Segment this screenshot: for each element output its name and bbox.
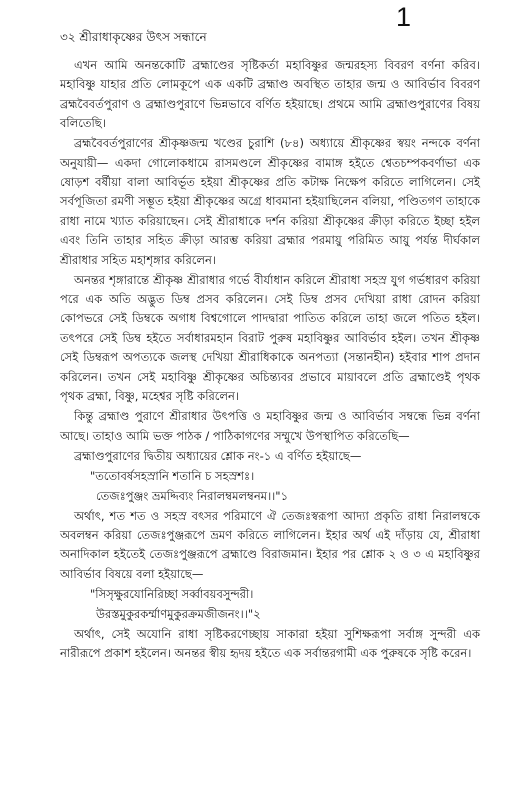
paragraph-brahmavaivarta: ব্রহ্মবৈবর্তপুরাণের শ্রীকৃষ্ণজন্ম খণ্ডের চুরাশি (৮৪) অধ্যায়ে শ্রীকৃষ্ণের স্বয়ং নন্দকে বর্ণনা অনুযায়ী— একদা গোলোকধামে রাসমণ্ডলে শ্রীকৃষ্ণের বামাঙ্গ হইতে শ্বেতচম্পকবর্ণাভা এক ষোড়শ বর্ষীয়া বালা আবির্ভূত হইয়া শ্রীকৃষ্ণের প্রতি কটাক্ষ নিক্ষেপ করিতে লাগিলেন। সেই সর্বপূজিতা রমণী সম্ভূত হইয়া শ্রীকৃষ্ণের অগ্রে ধাবমানা হইয়াছিলেন বলিয়া, পণ্ডিতগণ তাহাকে রাধা নামে খ্যাত করিয়াছেন। সেই শ্রীরাধাকে দর্শন করিয়া শ্রীকৃষ্ণের ক্রীড়া করিতে ইচ্ছা হইল এবং তিনি তাহার সহিত ক্রীড়া আরম্ভ করিয়া ব্রহ্মার পরমায়ু পরিমিত আয়ু পর্যন্ত দীর্ঘকাল শ্রীরাধার সহিত মহাশৃঙ্গার করিলেন। [60,136,480,267]
page-number: 1 [396,2,412,32]
sloka-1-line-2: তেজঃপুঞ্জং ভ্রমদ্দিব্যং নিরালম্বমলম্বনম।।"১ [96,488,289,503]
sloka-1-line-1: "ততোবর্ষসহস্রানি শতানি চ সহস্রশঃ। [90,468,255,483]
paragraph-intro: এখন আমি অনন্তকোটি ব্রহ্মাণ্ডের সৃষ্টিকর্তা মহাবিষ্ণুর জন্মরহস্য বিবরণ বর্ণনা করিব। মহাবিষ্ণু যাহার প্রতি লোমকূপে এক একটি ব্রহ্মাণ্ড অবস্থিত তাহার জন্ম ও আবির্ভাব বিবরণ ব্রহ্মবৈবর্তপুরাণ ও ব্রহ্মাণ্ডপুরাণে ভিন্নভাবে বর্ণিত হইয়াছে। প্রথমে আমি ব্রহ্মাণ্ডপুরাণের বিষয় বলিতেছি। [60,58,480,131]
paragraph-sloka-reference: ব্রহ্মাণ্ডপুরাণের দ্বিতীয় অধ্যায়ের শ্লোক নং-১ এ বর্ণিত হইয়াছে— [74,448,362,463]
sloka-2-line-2: উরস্তমুকুরকর্ম্মাণমুকুরক্রমজীজনং।।"২ [96,606,261,621]
running-header: ৩২ শ্রীরাধাকৃষ্ণের উৎস সন্ধানে [60,30,207,44]
document-body [60,56,480,664]
paragraph-sloka-1-meaning: অর্থাৎ, শত শত ও সহস্র বৎসর পরিমাণে ঐ তেজঃস্বরূপা আদ্যা প্রকৃতি রাধা নিরালম্বকে অবলম্বন করিয়া তেজঃপুঞ্জরূপে ভ্রমণ করিতে লাগিলেন। ইহার অর্থ এই দাঁড়ায় যে, শ্রীরাধা অনাদিকাল হইতেই তেজঃপুঞ্জরূপে ব্রহ্মাণ্ডে বিরাজমান। ইহার পর শ্লোক ২ ও ৩ এ মহাবিষ্ণুর আবির্ভাব বিষয়ে বলা হইয়াছে— [60,508,480,581]
paragraph-egg-birth: অনন্তর শৃঙ্গারান্তে শ্রীকৃষ্ণ শ্রীরাধার গর্ভে বীর্যাধান করিলে শ্রীরাধা সহস্র যুগ গর্ভধারণ করিয়া পরে এক অতি অদ্ভুত ডিম্ব প্রসব করিলেন। সেই ডিম্ব প্রসব দেখিয়া রাধা রোদন করিয়া কোপভরে সেই ডিম্বকে অগাধ বিশ্বগোলে পাদদ্বারা পাতিত করিলে তাহা জলে পতিত হইল। তৎপরে সেই ডিম্ব হইতে সর্বাধারমহান বিরাট পুরুষ মহাবিষ্ণুর আবির্ভাব হইল। তখন শ্রীকৃষ্ণ সেই ডিম্বরূপ অপত্যকে জলস্থ দেখিয়া শ্রীরাধিকাকে অনপত্যা (সন্তানহীন) হইবার শাপ প্রদান করিলেন। তখন সেই মহাবিষ্ণু শ্রীকৃষ্ণের অচিন্ত্যবর প্রভাবে মায়াবলে প্রতি ব্রহ্মাণ্ডেই পৃথক পৃথক ব্রহ্মা, বিষ্ণু, মহেশ্বর সৃষ্টি করিলেন। [60,272,480,404]
sloka-2-line-1: "সিসৃক্ষুরযোনিরিচ্ছা সর্ব্বাবয়বসুন্দরী। [90,586,254,601]
paragraph-sloka-2-meaning: অর্থাৎ, সেই অযোনি রাধা সৃষ্টিকরণেচ্ছায় সাকারা হইয়া সুশিক্ষরূপা সর্বাঙ্গ সুন্দরী এক নারীরূপে প্রকাশ হইলেন। অনন্তর স্বীয় হৃদয় হইতে এক সর্বান্তরগামী এক পুরুষকে সৃষ্টি করেন। [60,626,480,661]
paragraph-brahmanda-intro: কিন্তু ব্রহ্মাণ্ড পুরাণে শ্রীরাধার উৎপত্তি ও মহাবিষ্ণুর জন্ম ও আবির্ভাব সম্বন্ধে ভিন্ন বর্ণনা আছে। তাহাও আমি ভক্ত পাঠক / পাঠিকাগণের সম্মুখে উপস্থাপিত করিতেছি— [60,409,480,443]
